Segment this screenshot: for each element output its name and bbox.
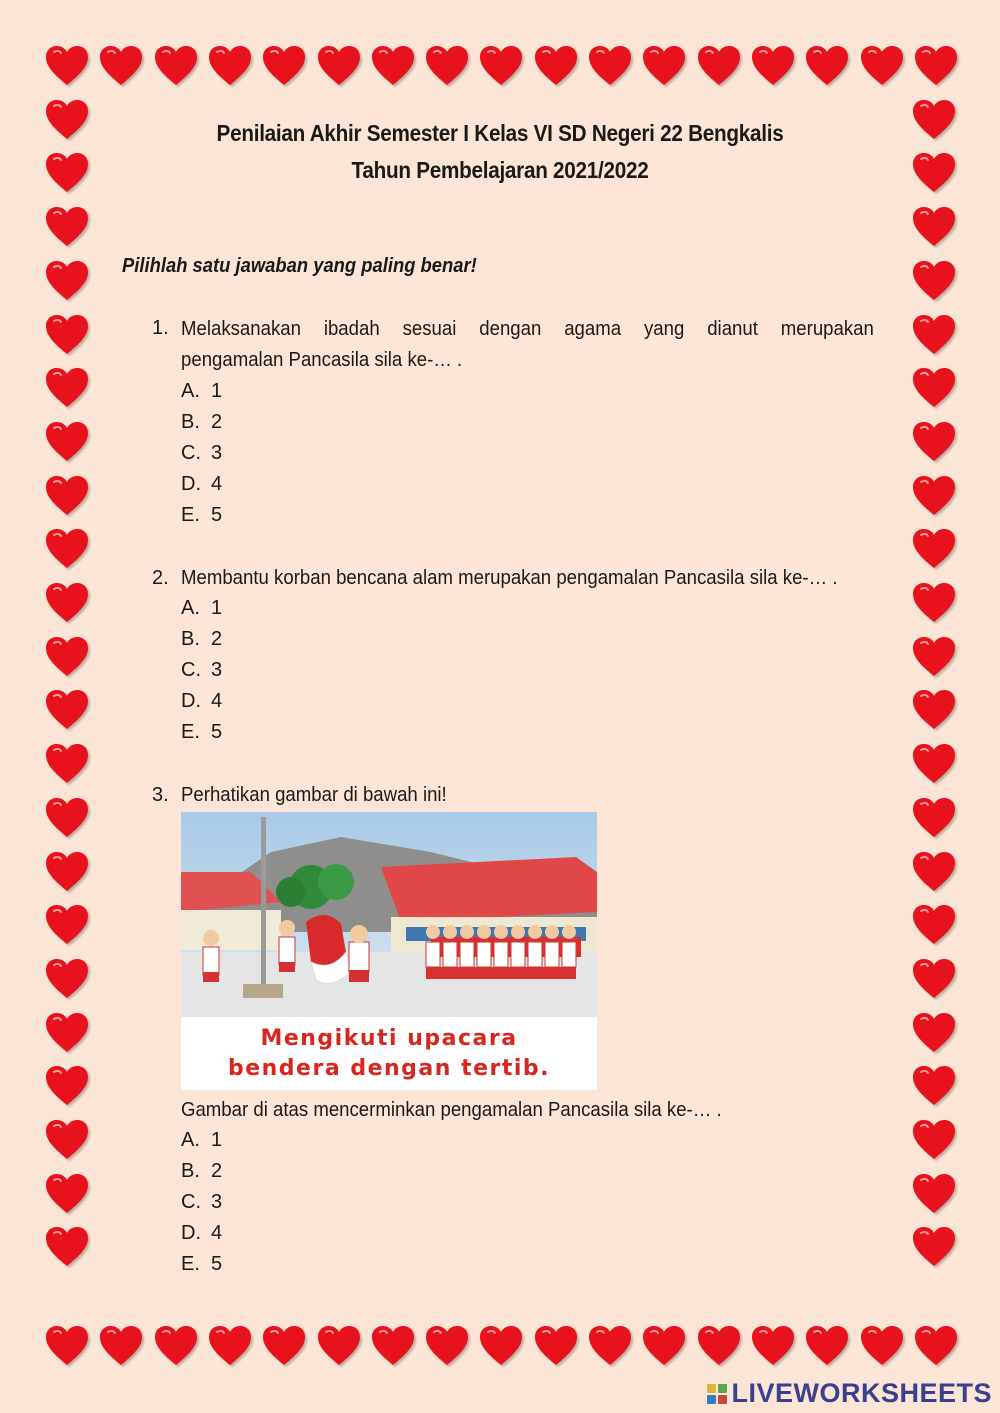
heart-icon bbox=[912, 367, 956, 409]
option-letter: D. bbox=[181, 690, 201, 712]
heart-icon bbox=[805, 1325, 849, 1367]
answer-option-c[interactable] bbox=[181, 1191, 222, 1214]
heart-icon bbox=[45, 689, 89, 731]
option-value: 4 bbox=[211, 690, 223, 712]
heart-icon bbox=[45, 636, 89, 678]
heart-icon bbox=[912, 797, 956, 839]
option-value: 4 bbox=[211, 473, 223, 495]
page-title-line2: Tahun Pembelajaran 2021/2022 bbox=[351, 157, 649, 183]
heart-icon bbox=[371, 45, 415, 87]
heart-icon bbox=[45, 99, 89, 141]
option-value: 2 bbox=[211, 1160, 223, 1182]
question-number: 3. bbox=[152, 784, 169, 806]
heart-icon bbox=[912, 582, 956, 624]
heart-icon bbox=[99, 45, 143, 87]
heart-icon bbox=[912, 1012, 956, 1054]
option-value: 1 bbox=[211, 597, 223, 619]
heart-icon bbox=[45, 1012, 89, 1054]
heart-icon bbox=[914, 45, 958, 87]
heart-icon bbox=[99, 1325, 143, 1367]
option-value: 3 bbox=[211, 659, 223, 681]
heart-icon bbox=[912, 743, 956, 785]
option-letter: B. bbox=[181, 1160, 200, 1182]
option-value: 3 bbox=[211, 442, 223, 464]
heart-icon bbox=[534, 45, 578, 87]
instruction-text: Pilihlah satu jawaban yang paling benar! bbox=[122, 255, 477, 277]
answer-option-d[interactable] bbox=[181, 473, 222, 496]
option-value: 3 bbox=[211, 1191, 223, 1213]
heart-icon bbox=[912, 206, 956, 248]
heart-icon bbox=[45, 1065, 89, 1107]
heart-icon bbox=[45, 206, 89, 248]
heart-icon bbox=[45, 152, 89, 194]
heart-icon bbox=[45, 1173, 89, 1215]
answer-option-d[interactable] bbox=[181, 1222, 222, 1245]
heart-icon bbox=[912, 99, 956, 141]
heart-icon bbox=[912, 528, 956, 570]
option-value: 2 bbox=[211, 411, 223, 433]
heart-icon bbox=[912, 314, 956, 356]
option-letter: A. bbox=[181, 1129, 200, 1151]
answer-option-a[interactable] bbox=[181, 380, 222, 403]
heart-icon bbox=[912, 904, 956, 946]
heart-icon bbox=[45, 1226, 89, 1268]
heart-icon bbox=[45, 904, 89, 946]
option-letter: C. bbox=[181, 442, 201, 464]
heart-icon bbox=[914, 1325, 958, 1367]
flag-ceremony-illustration bbox=[181, 812, 597, 1090]
heart-icon bbox=[751, 45, 795, 87]
heart-icon bbox=[588, 45, 632, 87]
heart-icon bbox=[45, 743, 89, 785]
option-letter: B. bbox=[181, 411, 200, 433]
heart-icon bbox=[45, 528, 89, 570]
heart-icon bbox=[805, 45, 849, 87]
heart-icon bbox=[912, 152, 956, 194]
option-letter: C. bbox=[181, 1191, 201, 1213]
option-letter: D. bbox=[181, 473, 201, 495]
heart-icon bbox=[208, 45, 252, 87]
heart-icon bbox=[45, 475, 89, 517]
option-letter: E. bbox=[181, 1253, 200, 1275]
answer-option-d[interactable] bbox=[181, 690, 222, 713]
heart-icon bbox=[45, 1119, 89, 1161]
heart-icon bbox=[697, 45, 741, 87]
heart-icon bbox=[45, 45, 89, 87]
option-value: 4 bbox=[211, 1222, 223, 1244]
illustration-caption-line2: bendera dengan tertib. bbox=[227, 1056, 551, 1081]
heart-icon bbox=[425, 1325, 469, 1367]
answer-option-e[interactable] bbox=[181, 721, 222, 744]
heart-icon bbox=[860, 1325, 904, 1367]
option-letter: A. bbox=[181, 380, 200, 402]
heart-icon bbox=[262, 45, 306, 87]
heart-icon bbox=[45, 367, 89, 409]
heart-icon bbox=[154, 45, 198, 87]
heart-icon bbox=[45, 260, 89, 302]
answer-option-b[interactable] bbox=[181, 628, 222, 651]
heart-icon bbox=[642, 1325, 686, 1367]
heart-icon bbox=[912, 1119, 956, 1161]
question-text-after-image: Gambar di atas mencerminkan pengamalan Pancasila sila ke-… . bbox=[181, 1099, 722, 1121]
heart-icon bbox=[154, 1325, 198, 1367]
heart-icon bbox=[912, 1065, 956, 1107]
page-title-line1: Penilaian Akhir Semester I Kelas VI SD Negeri 22 Bengkalis bbox=[216, 120, 784, 146]
question-text-line1: Membantu korban bencana alam merupakan pengamalan Pancasila sila ke-… . bbox=[181, 567, 838, 589]
option-value: 5 bbox=[211, 1253, 223, 1275]
answer-option-e[interactable] bbox=[181, 1253, 222, 1276]
heart-icon bbox=[425, 45, 469, 87]
heart-icon bbox=[208, 1325, 252, 1367]
question-number: 2. bbox=[152, 567, 169, 589]
question-text-line1: Perhatikan gambar di bawah ini! bbox=[181, 784, 447, 806]
option-value: 1 bbox=[211, 380, 223, 402]
option-letter: A. bbox=[181, 597, 200, 619]
heart-icon bbox=[262, 1325, 306, 1367]
answer-option-a[interactable] bbox=[181, 1129, 222, 1152]
heart-icon bbox=[45, 851, 89, 893]
heart-icon bbox=[45, 314, 89, 356]
heart-icon bbox=[479, 45, 523, 87]
answer-option-c[interactable] bbox=[181, 442, 222, 465]
answer-option-e[interactable] bbox=[181, 504, 222, 527]
heart-icon bbox=[45, 421, 89, 463]
heart-icon bbox=[45, 1325, 89, 1367]
heart-icon bbox=[912, 689, 956, 731]
answer-option-b[interactable] bbox=[181, 411, 222, 434]
option-letter: C. bbox=[181, 659, 201, 681]
worksheet-content bbox=[95, 95, 905, 1320]
answer-option-b[interactable] bbox=[181, 1160, 222, 1183]
heart-icon bbox=[371, 1325, 415, 1367]
heart-icon bbox=[912, 475, 956, 517]
heart-icon bbox=[45, 582, 89, 624]
heart-icon bbox=[912, 851, 956, 893]
liveworksheets-logo bbox=[707, 1378, 992, 1409]
heart-icon bbox=[912, 1226, 956, 1268]
option-value: 5 bbox=[211, 504, 223, 526]
heart-icon bbox=[860, 45, 904, 87]
option-letter: E. bbox=[181, 721, 200, 743]
heart-icon bbox=[642, 45, 686, 87]
heart-icon bbox=[588, 1325, 632, 1367]
liveworksheets-logo-icon bbox=[707, 1384, 727, 1404]
heart-icon bbox=[697, 1325, 741, 1367]
heart-icon bbox=[45, 797, 89, 839]
liveworksheets-wordmark: LIVEWORKSHEETS bbox=[731, 1378, 992, 1408]
heart-icon bbox=[45, 958, 89, 1000]
option-letter: D. bbox=[181, 1222, 201, 1244]
option-letter: E. bbox=[181, 504, 200, 526]
heart-icon bbox=[912, 260, 956, 302]
illustration-caption-line1: Mengikuti upacara bbox=[260, 1026, 518, 1051]
answer-option-c[interactable] bbox=[181, 659, 222, 682]
question-number: 1. bbox=[152, 317, 169, 339]
heart-icon bbox=[317, 45, 361, 87]
heart-icon bbox=[912, 1173, 956, 1215]
heart-icon bbox=[534, 1325, 578, 1367]
heart-icon bbox=[912, 636, 956, 678]
option-value: 1 bbox=[211, 1129, 223, 1151]
answer-option-a[interactable] bbox=[181, 597, 222, 620]
heart-icon bbox=[912, 958, 956, 1000]
option-value: 5 bbox=[211, 721, 223, 743]
option-value: 2 bbox=[211, 628, 223, 650]
question-text-line2: pengamalan Pancasila sila ke-… . bbox=[181, 349, 463, 371]
question-text-line1: Melaksanakan ibadah sesuai dengan agama yang dianut merupakan bbox=[181, 318, 874, 340]
heart-icon bbox=[317, 1325, 361, 1367]
heart-icon bbox=[912, 421, 956, 463]
heart-icon bbox=[751, 1325, 795, 1367]
heart-icon bbox=[479, 1325, 523, 1367]
option-letter: B. bbox=[181, 628, 200, 650]
